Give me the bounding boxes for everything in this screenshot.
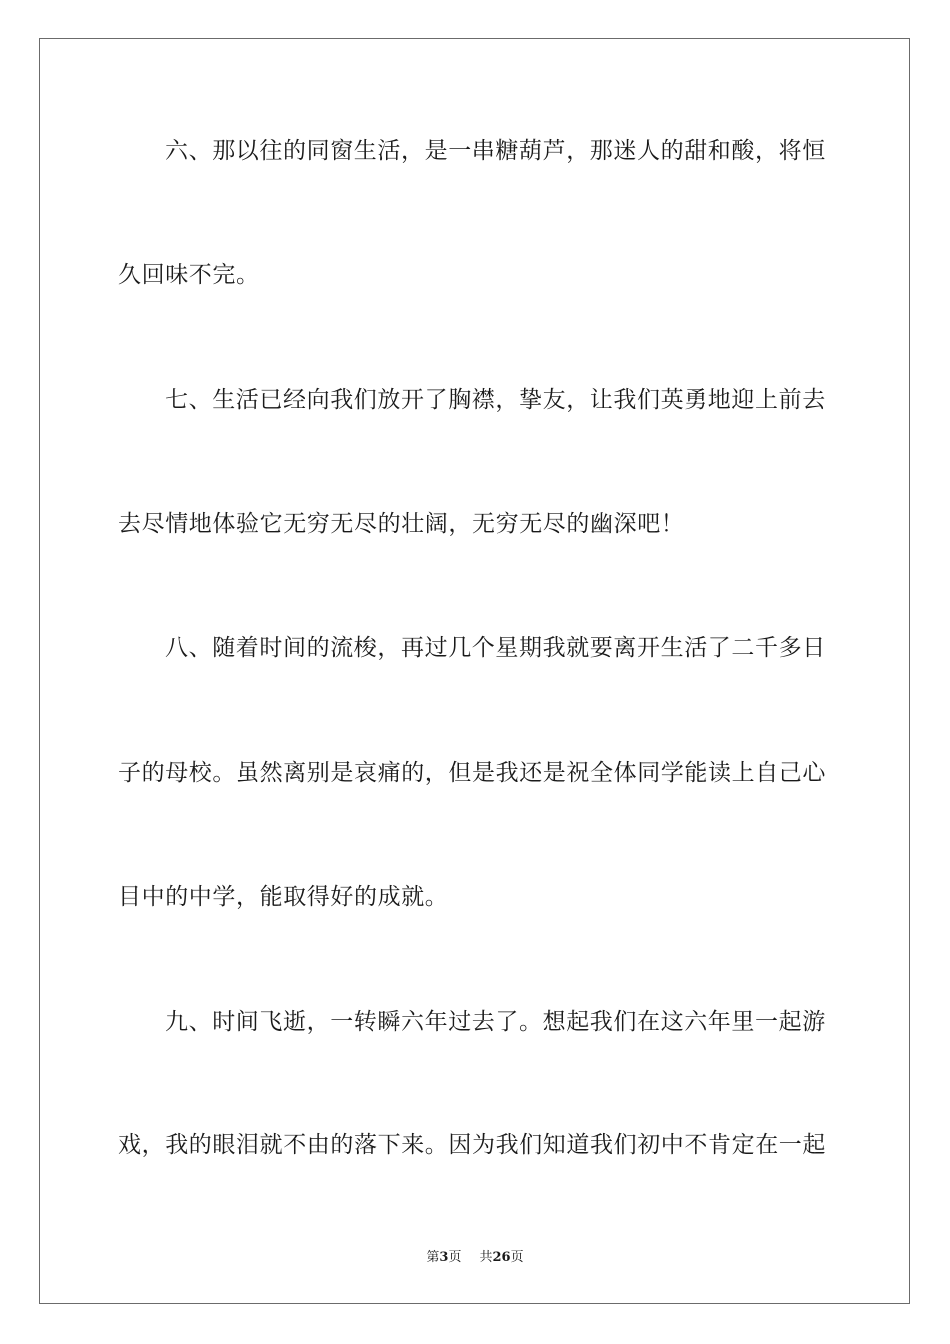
paragraph-8-line-2: 子的母校。虽然离别是哀痛的，但是我还是祝全体同学能读上自己心	[118, 760, 826, 786]
paragraph-7-line-1: 七、生活已经向我们放开了胸襟，挚友，让我们英勇地迎上前去	[165, 387, 826, 413]
footer-total-prefix: 共	[479, 1250, 493, 1265]
paragraph-9-line-1: 九、时间飞逝，一转瞬六年过去了。想起我们在这六年里一起游	[165, 1009, 826, 1035]
footer-page-prefix: 第	[426, 1250, 440, 1265]
footer-total-pages: 26	[492, 1250, 511, 1265]
paragraph-9-line-2: 戏，我的眼泪就不由的落下来。因为我们知道我们初中不肯定在一起	[118, 1132, 826, 1158]
paragraph-8-line-1: 八、随着时间的流梭，再过几个星期我就要离开生活了二千多日	[165, 635, 826, 661]
paragraph-7-line-2: 去尽情地体验它无穷无尽的壮阔，无穷无尽的幽深吧！	[118, 511, 685, 537]
page-footer	[0, 1250, 950, 1266]
paragraph-6-line-1: 六、那以往的同窗生活，是一串糖葫芦，那迷人的甜和酸，将恒	[165, 138, 826, 164]
footer-current-page: 3	[439, 1250, 449, 1265]
paragraph-8-line-3: 目中的中学，能取得好的成就。	[118, 884, 449, 910]
page-border	[39, 38, 910, 1304]
footer-page-suffix: 页	[448, 1250, 462, 1265]
paragraph-6-line-2: 久回味不完。	[118, 262, 260, 288]
footer-total-suffix: 页	[510, 1250, 524, 1265]
